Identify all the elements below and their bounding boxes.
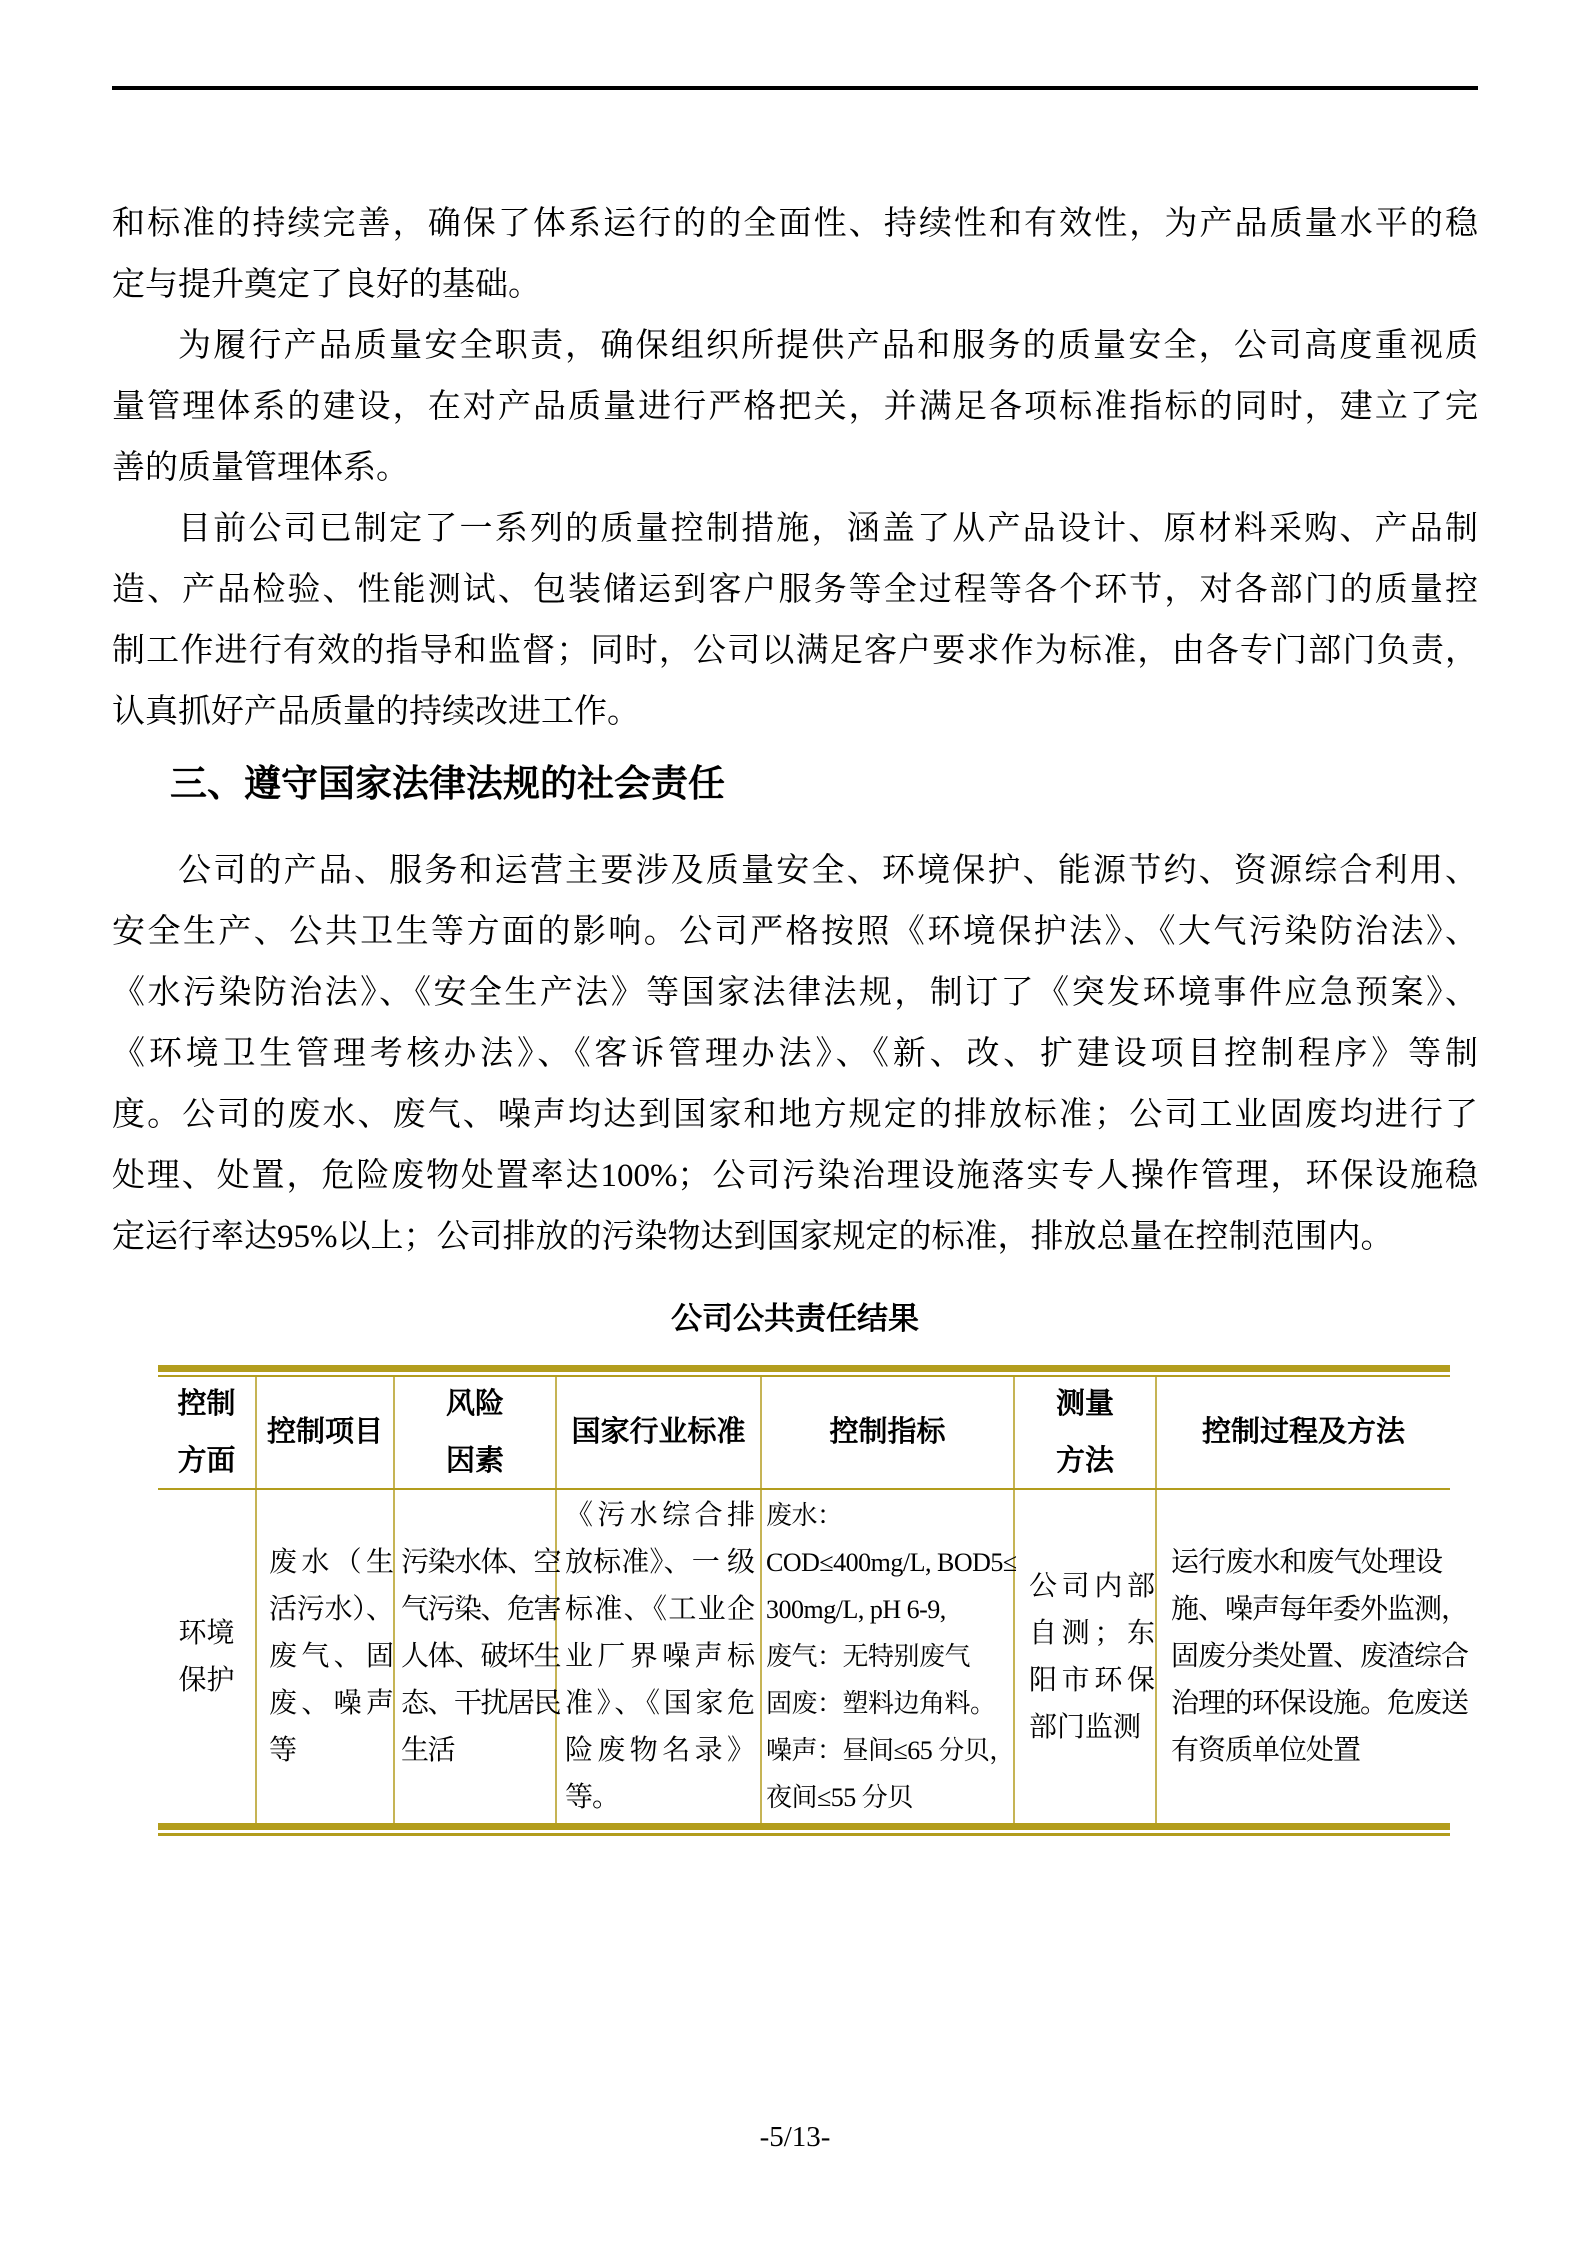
cell-control-item (257, 1490, 395, 1823)
text-line: 废气、固 (269, 1641, 393, 1672)
header-cell-national-standard (557, 1377, 762, 1488)
paragraph (112, 499, 1478, 743)
header-cell-measure-method (1015, 1377, 1157, 1488)
text-line: 等 (269, 1735, 297, 1766)
text-line: 公司内部 (1029, 1570, 1155, 1602)
text-line: 目前公司已制定了一系列的质量控制措施，涵盖了从产品设计、原材料采购、产品制 (178, 511, 1478, 547)
text-line: 定与提升奠定了良好的基础。 (112, 267, 541, 303)
cell-control-aspect (158, 1490, 257, 1823)
text-line: 定运行率达95%以上；公司排放的污染物达到国家规定的标准，排放总量在控制范围内。 (112, 1219, 1394, 1255)
cell-control-index (762, 1490, 1015, 1823)
text-line: 污染水体、空 (401, 1547, 561, 1578)
text-line: COD≤400mg/L, BOD5≤ (766, 1548, 1017, 1577)
text-line: 放标准》、一 级 (565, 1547, 754, 1578)
text-line: 自测；东 (1029, 1617, 1155, 1649)
text-line: 制工作进行有效的指导和监督；同时，公司以满足客户要求作为标准，由各专门部门负责， (112, 633, 1478, 669)
text-line: 活污水）、 (269, 1594, 393, 1625)
cell-control-process (1157, 1490, 1469, 1823)
header-cell-risk-factor (395, 1377, 557, 1488)
text-line: 造、产品检验、性能测试、包装储运到客户服务等全过程等各个环节，对各部门的质量控 (112, 572, 1478, 608)
text-line: 标准、《工业企 (565, 1594, 754, 1625)
header-cell-control-index (762, 1377, 1015, 1488)
text-line: 因素 (445, 1444, 504, 1477)
text-line: 控制指标 (829, 1416, 946, 1448)
text-line: 认真抓好产品质量的持续改进工作。 (112, 694, 640, 730)
text-line: 《环境卫生管理考核办法》、《客诉管理办法》、《新、改、扩建设项目控制程序》等制 (112, 1036, 1478, 1072)
paragraph (112, 194, 1478, 316)
text-line: 公司的产品、服务和运营主要涉及质量安全、环境保护、能源节约、资源综合利用、 (178, 853, 1478, 889)
text-line: 阳市环保 (1029, 1664, 1155, 1696)
text-line: 人体、破坏生 (401, 1641, 561, 1672)
text-line: 测量 (1055, 1387, 1114, 1420)
text-line: 施、噪声每年委外监测， (1171, 1594, 1469, 1625)
text-line: 善的质量管理体系。 (112, 450, 409, 486)
text-line: 控制项目 (266, 1416, 383, 1448)
header-cell-control-item (257, 1377, 395, 1488)
table-bottom-rule-thick (158, 1823, 1450, 1830)
text-line: 废、噪声 (269, 1688, 393, 1719)
text-line: 险废物名录》 (565, 1735, 754, 1766)
text-line: 风险 (445, 1387, 504, 1420)
text-line: 准》、《国家危 (565, 1688, 754, 1719)
text-line: 度。公司的废水、废气、噪声均达到国家和地方规定的排放标准；公司工业固废均进行了 (112, 1097, 1478, 1133)
text-line: 固废：塑料边角料。 (766, 1689, 996, 1718)
header-rule (112, 86, 1478, 90)
text-line: 等。 (565, 1782, 620, 1813)
table-title: 公司公共责任结果 (671, 1301, 919, 1336)
text-line: 部门监测 (1029, 1711, 1142, 1743)
body-text-block-1 (112, 194, 1478, 743)
text-line: 方法 (1055, 1444, 1114, 1477)
section-heading: 三、遵守国家法律法规的社会责任 (170, 763, 725, 804)
header-cell-control-process (1157, 1377, 1450, 1488)
text-line: 气污染、危害 (401, 1594, 561, 1625)
text-line: 处理、处置，危险废物处置率达100%；公司污染治理设施落实专人操作管理，环保设施稳 (112, 1158, 1478, 1194)
text-line: 国家行业标准 (571, 1416, 746, 1448)
text-line: 《水污染防治法》、《安全生产法》等国家法律法规，制订了《突发环境事件应急预案》、 (112, 975, 1478, 1011)
text-line: 生活 (401, 1735, 455, 1766)
text-line: 噪声：昼间≤65 分贝， (766, 1736, 1015, 1765)
text-line: 300mg/L, pH 6-9, (766, 1595, 946, 1624)
text-line: 废水： (766, 1501, 843, 1530)
text-line: 《污水综合排 (565, 1500, 754, 1531)
header-cell-control-aspect (158, 1377, 257, 1488)
text-line: 和标准的持续完善，确保了体系运行的的全面性、持续性和有效性，为产品质量水平的稳 (112, 206, 1478, 242)
cell-national-standard (557, 1490, 762, 1823)
text-line: 控制 (177, 1387, 236, 1420)
table-header-row (158, 1377, 1450, 1488)
text-line: 为履行产品质量安全职责，确保组织所提供产品和服务的质量安全，公司高度重视质 (178, 328, 1478, 364)
text-line: 环境 (178, 1617, 235, 1649)
text-line: 安全生产、公共卫生等方面的影响。公司严格按照《环境保护法》、《大气污染防治法》、 (112, 914, 1478, 950)
table-top-rule-thick (158, 1365, 1450, 1372)
responsibility-table (158, 1365, 1469, 1836)
text-line: 固废分类处置、废渣综合 (1171, 1641, 1469, 1672)
text-line: 有资质单位处置 (1171, 1735, 1361, 1766)
text-line: 态、干扰居民 (401, 1688, 561, 1719)
table-body-row (158, 1490, 1469, 1823)
paragraph (112, 316, 1478, 499)
text-line: 夜间≤55 分贝 (766, 1783, 913, 1812)
body-text-block-2 (112, 841, 1478, 1268)
text-line: 方面 (177, 1444, 236, 1477)
text-line: 业厂界噪声标 (565, 1641, 754, 1672)
text-line: 治理的环保设施。危废送 (1171, 1688, 1469, 1719)
text-line: 废水（生 (269, 1547, 393, 1578)
page-number: -5/13- (759, 2121, 831, 2153)
text-line: 运行废水和废气处理设 (1171, 1547, 1442, 1578)
cell-risk-factor (395, 1490, 561, 1823)
text-line: 保护 (178, 1664, 235, 1696)
table-bottom-rule-thin (158, 1833, 1450, 1836)
text-line: 量管理体系的建设，在对产品质量进行严格把关，并满足各项标准指标的同时，建立了完 (112, 389, 1478, 425)
paragraph (112, 841, 1478, 1268)
text-line: 废气：无特别废气 (766, 1642, 971, 1671)
text-line: 控制过程及方法 (1201, 1416, 1405, 1448)
cell-measure-method (1015, 1490, 1157, 1823)
